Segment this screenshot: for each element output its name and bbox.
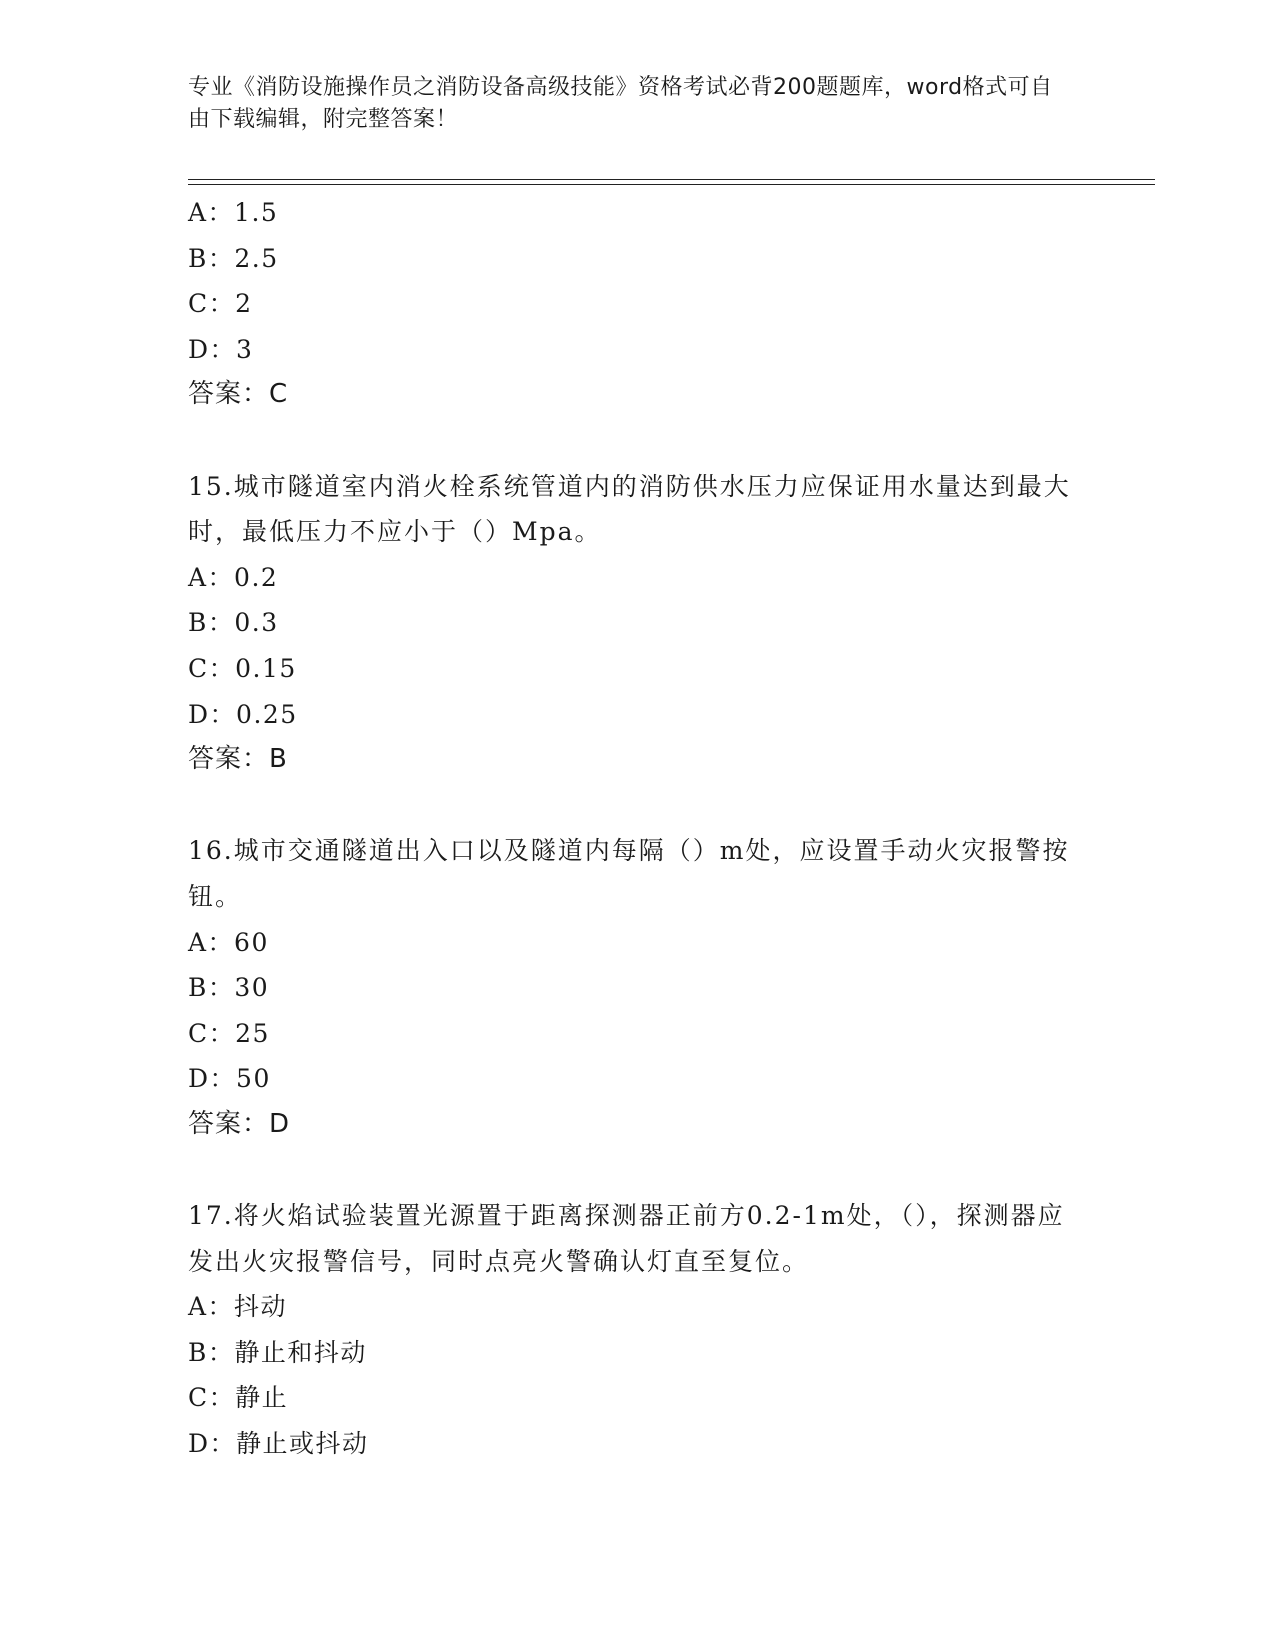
option-d: D：50 bbox=[188, 1064, 271, 1094]
question-block bbox=[188, 828, 1118, 1147]
option-a: A：抖动 bbox=[188, 1292, 288, 1322]
question-block bbox=[188, 1193, 1118, 1467]
option-d: D：3 bbox=[188, 334, 254, 364]
question-block bbox=[188, 190, 1118, 418]
question-stem: 16.城市交通隧道出入口以及隧道内每隔（）m处，应设置手动火灾报警按钮。 bbox=[188, 836, 1070, 911]
question-stem: 15.城市隧道室内消火栓系统管道内的消防供水压力应保证用水量达到最大时，最低压力不应小于（）Mpa。 bbox=[188, 471, 1071, 547]
option-c: C：0.15 bbox=[188, 653, 297, 683]
question-stem: 17.将火焰试验装置光源置于距离探测器正前方0.2-1m处，（），探测器应发出火灾报警信号，同时点亮火警确认灯直至复位。 bbox=[188, 1201, 1065, 1276]
option-c: C：静止 bbox=[188, 1383, 289, 1413]
question-block bbox=[188, 464, 1118, 783]
option-b: B：0.3 bbox=[188, 608, 279, 638]
option-c: C：2 bbox=[188, 289, 253, 319]
option-c: C：25 bbox=[188, 1018, 270, 1048]
option-a: A：60 bbox=[188, 927, 269, 957]
spacer bbox=[188, 783, 1118, 829]
option-b: B：2.5 bbox=[188, 243, 279, 273]
option-a: A：0.2 bbox=[188, 562, 279, 592]
spacer bbox=[188, 1147, 1118, 1193]
page-header: 专业《消防设施操作员之消防设备高级技能》资格考试必背200题题库，word格式可自由下载编辑，附完整答案！ bbox=[188, 75, 1053, 132]
option-b: B：静止和抖动 bbox=[188, 1337, 367, 1367]
answer-line: 答案：B bbox=[188, 744, 288, 775]
header-rule-bottom bbox=[188, 184, 1155, 185]
answer-line: 答案：C bbox=[188, 379, 289, 410]
header-rule-top bbox=[188, 179, 1155, 180]
answer-line: 答案：D bbox=[188, 1108, 291, 1139]
option-d: D：静止或抖动 bbox=[188, 1429, 369, 1459]
option-a: A：1.5 bbox=[188, 198, 279, 227]
option-d: D：0.25 bbox=[188, 699, 298, 729]
spacer bbox=[188, 418, 1118, 464]
option-b: B：30 bbox=[188, 973, 270, 1003]
question-list bbox=[188, 190, 1118, 1467]
